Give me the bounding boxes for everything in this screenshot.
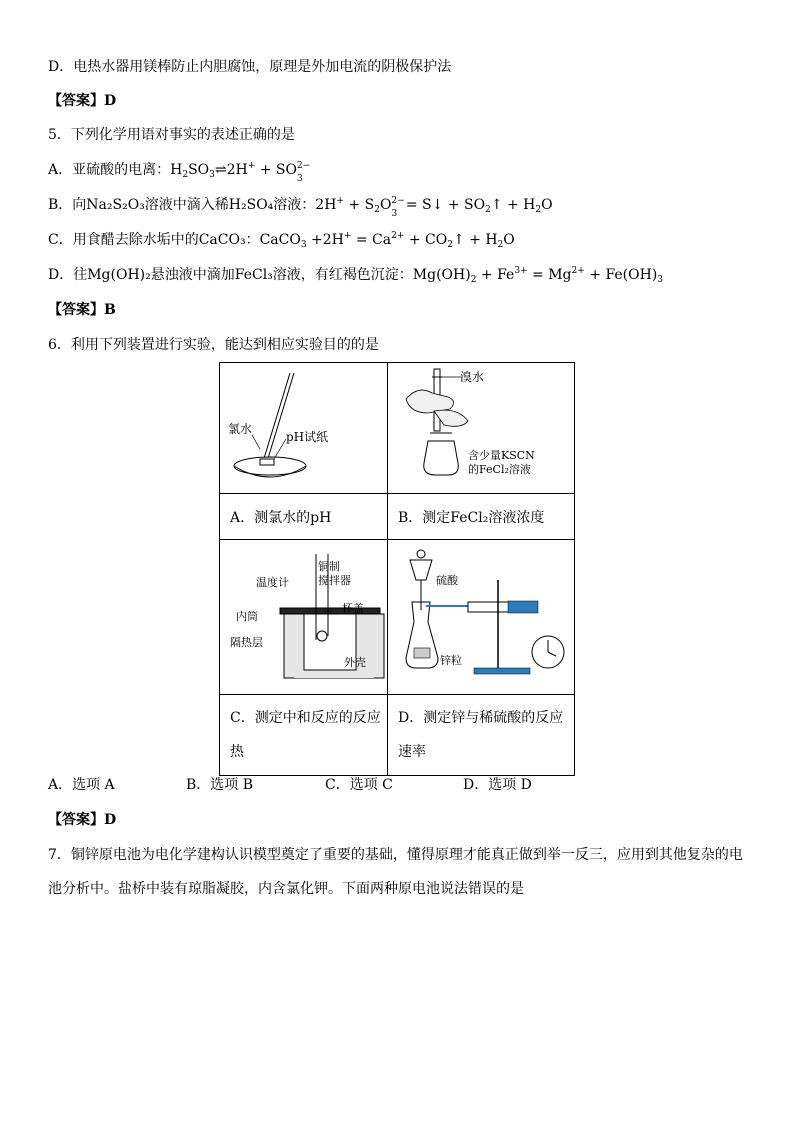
figure-c-label-3: 温度计 [256, 576, 289, 589]
figure-c-label-2: 搅拌器 [318, 574, 351, 587]
q5-option-a-formula: $H_2SO_3\rightleftharpoons 2H^+$ + SO 2− 3 [170, 161, 311, 184]
choice-a[interactable]: A．选项 A [48, 777, 115, 793]
q5-option-c-formula: CaCO$_3$ $+2H^+ = Ca^{2+}$ + $CO_2↑ + H_2O$ [259, 231, 515, 250]
cell-option-b: B．测定FeCl₂溶液浓度 [388, 494, 575, 540]
q5-option-d-text: D．往Mg(OH)₂悬浊液中滴加FeCl₃溶液，有红褐色沉淀： [48, 267, 413, 283]
figure-a-label-1: 氯水 [228, 422, 253, 436]
q5-option-a [48, 159, 311, 184]
figure-b-cell [388, 363, 575, 494]
choice-d[interactable]: D．选项 D [463, 777, 532, 793]
figure-a-cell [220, 363, 388, 494]
cell-option-d: D．测定锌与稀硫酸的反应速率 [388, 695, 575, 776]
figure-a-label-2: pH试纸 [286, 430, 329, 444]
figure-c-label-5: 内筒 [236, 610, 258, 623]
choice-b[interactable]: B．选项 B [186, 777, 254, 793]
figure-d-label-2: 锌粒 [440, 654, 462, 667]
q5-option-c-text: C．用食醋去除水垢中的CaCO₃： [48, 232, 260, 248]
q4-option-d: D．电热水器用镁棒防止内胆腐蚀，原理是外加电流的阴极保护法 [48, 59, 452, 75]
q5-stem: 5．下列化学用语对事实的表述正确的是 [48, 127, 295, 143]
cell-option-c: C．测定中和反应的反应热 [220, 695, 388, 776]
figure-d-label-1: 硫酸 [436, 574, 458, 587]
figure-d-zinc-acid-rate [388, 540, 574, 690]
figure-b-bromine-titration [388, 363, 574, 489]
figure-c-label-7: 外壳 [344, 656, 366, 669]
figure-c-label-1: 铜制 [318, 560, 340, 573]
q5-option-d [48, 264, 663, 286]
figure-d-cell [388, 540, 575, 695]
figure-c-label-4: 杯盖 [342, 602, 364, 615]
q5-option-b-text: B．向Na₂S₂O₃溶液中滴入稀H₂SO₄溶液： [48, 197, 316, 213]
figure-c-calorimeter [220, 540, 387, 690]
q5-option-d-formula: $Mg(OH)_2 + Fe^{3+} = Mg^{2+} + Fe(OH)_3$ [412, 266, 664, 285]
q5-option-b-formula: $2H^+ + S_2O$ 2− 3 = S↓ + $SO_2↑ + H_2O$ [315, 196, 553, 219]
q5-option-a-text: A．亚硫酸的电离： [48, 162, 171, 178]
q6-answer: 【答案】D [48, 812, 117, 828]
choice-c[interactable]: C．选项 C [325, 777, 393, 793]
figure-c-cell [220, 540, 388, 695]
figure-a-chlorine-water-ph [220, 363, 387, 489]
figure-b-label-2: 含少量KSCN [468, 449, 535, 462]
figure-c-label-6: 隔热层 [230, 636, 263, 649]
figure-b-label-1: 溴水 [460, 370, 485, 384]
q6-apparatus-table [219, 362, 575, 776]
q6-stem: 6．利用下列装置进行实验，能达到相应实验目的的是 [48, 337, 379, 353]
figure-b-label-3: 的FeCl₂溶液 [468, 463, 531, 476]
q4-answer: 【答案】D [48, 93, 117, 109]
cell-option-a: A．测氯水的pH [220, 494, 388, 540]
q5-option-c [48, 229, 515, 251]
q5-option-b [48, 194, 553, 219]
q5-answer: 【答案】B [48, 302, 116, 318]
q7-stem: 7．铜锌原电池为电化学建构认识模型奠定了重要的基础，懂得原理才能真正做到举一反三，应用到其他复杂的电池分析中。盐桥中装有琼脂凝胶，内含氯化钾。下面两种原电池说法错误的是 [48, 847, 743, 897]
